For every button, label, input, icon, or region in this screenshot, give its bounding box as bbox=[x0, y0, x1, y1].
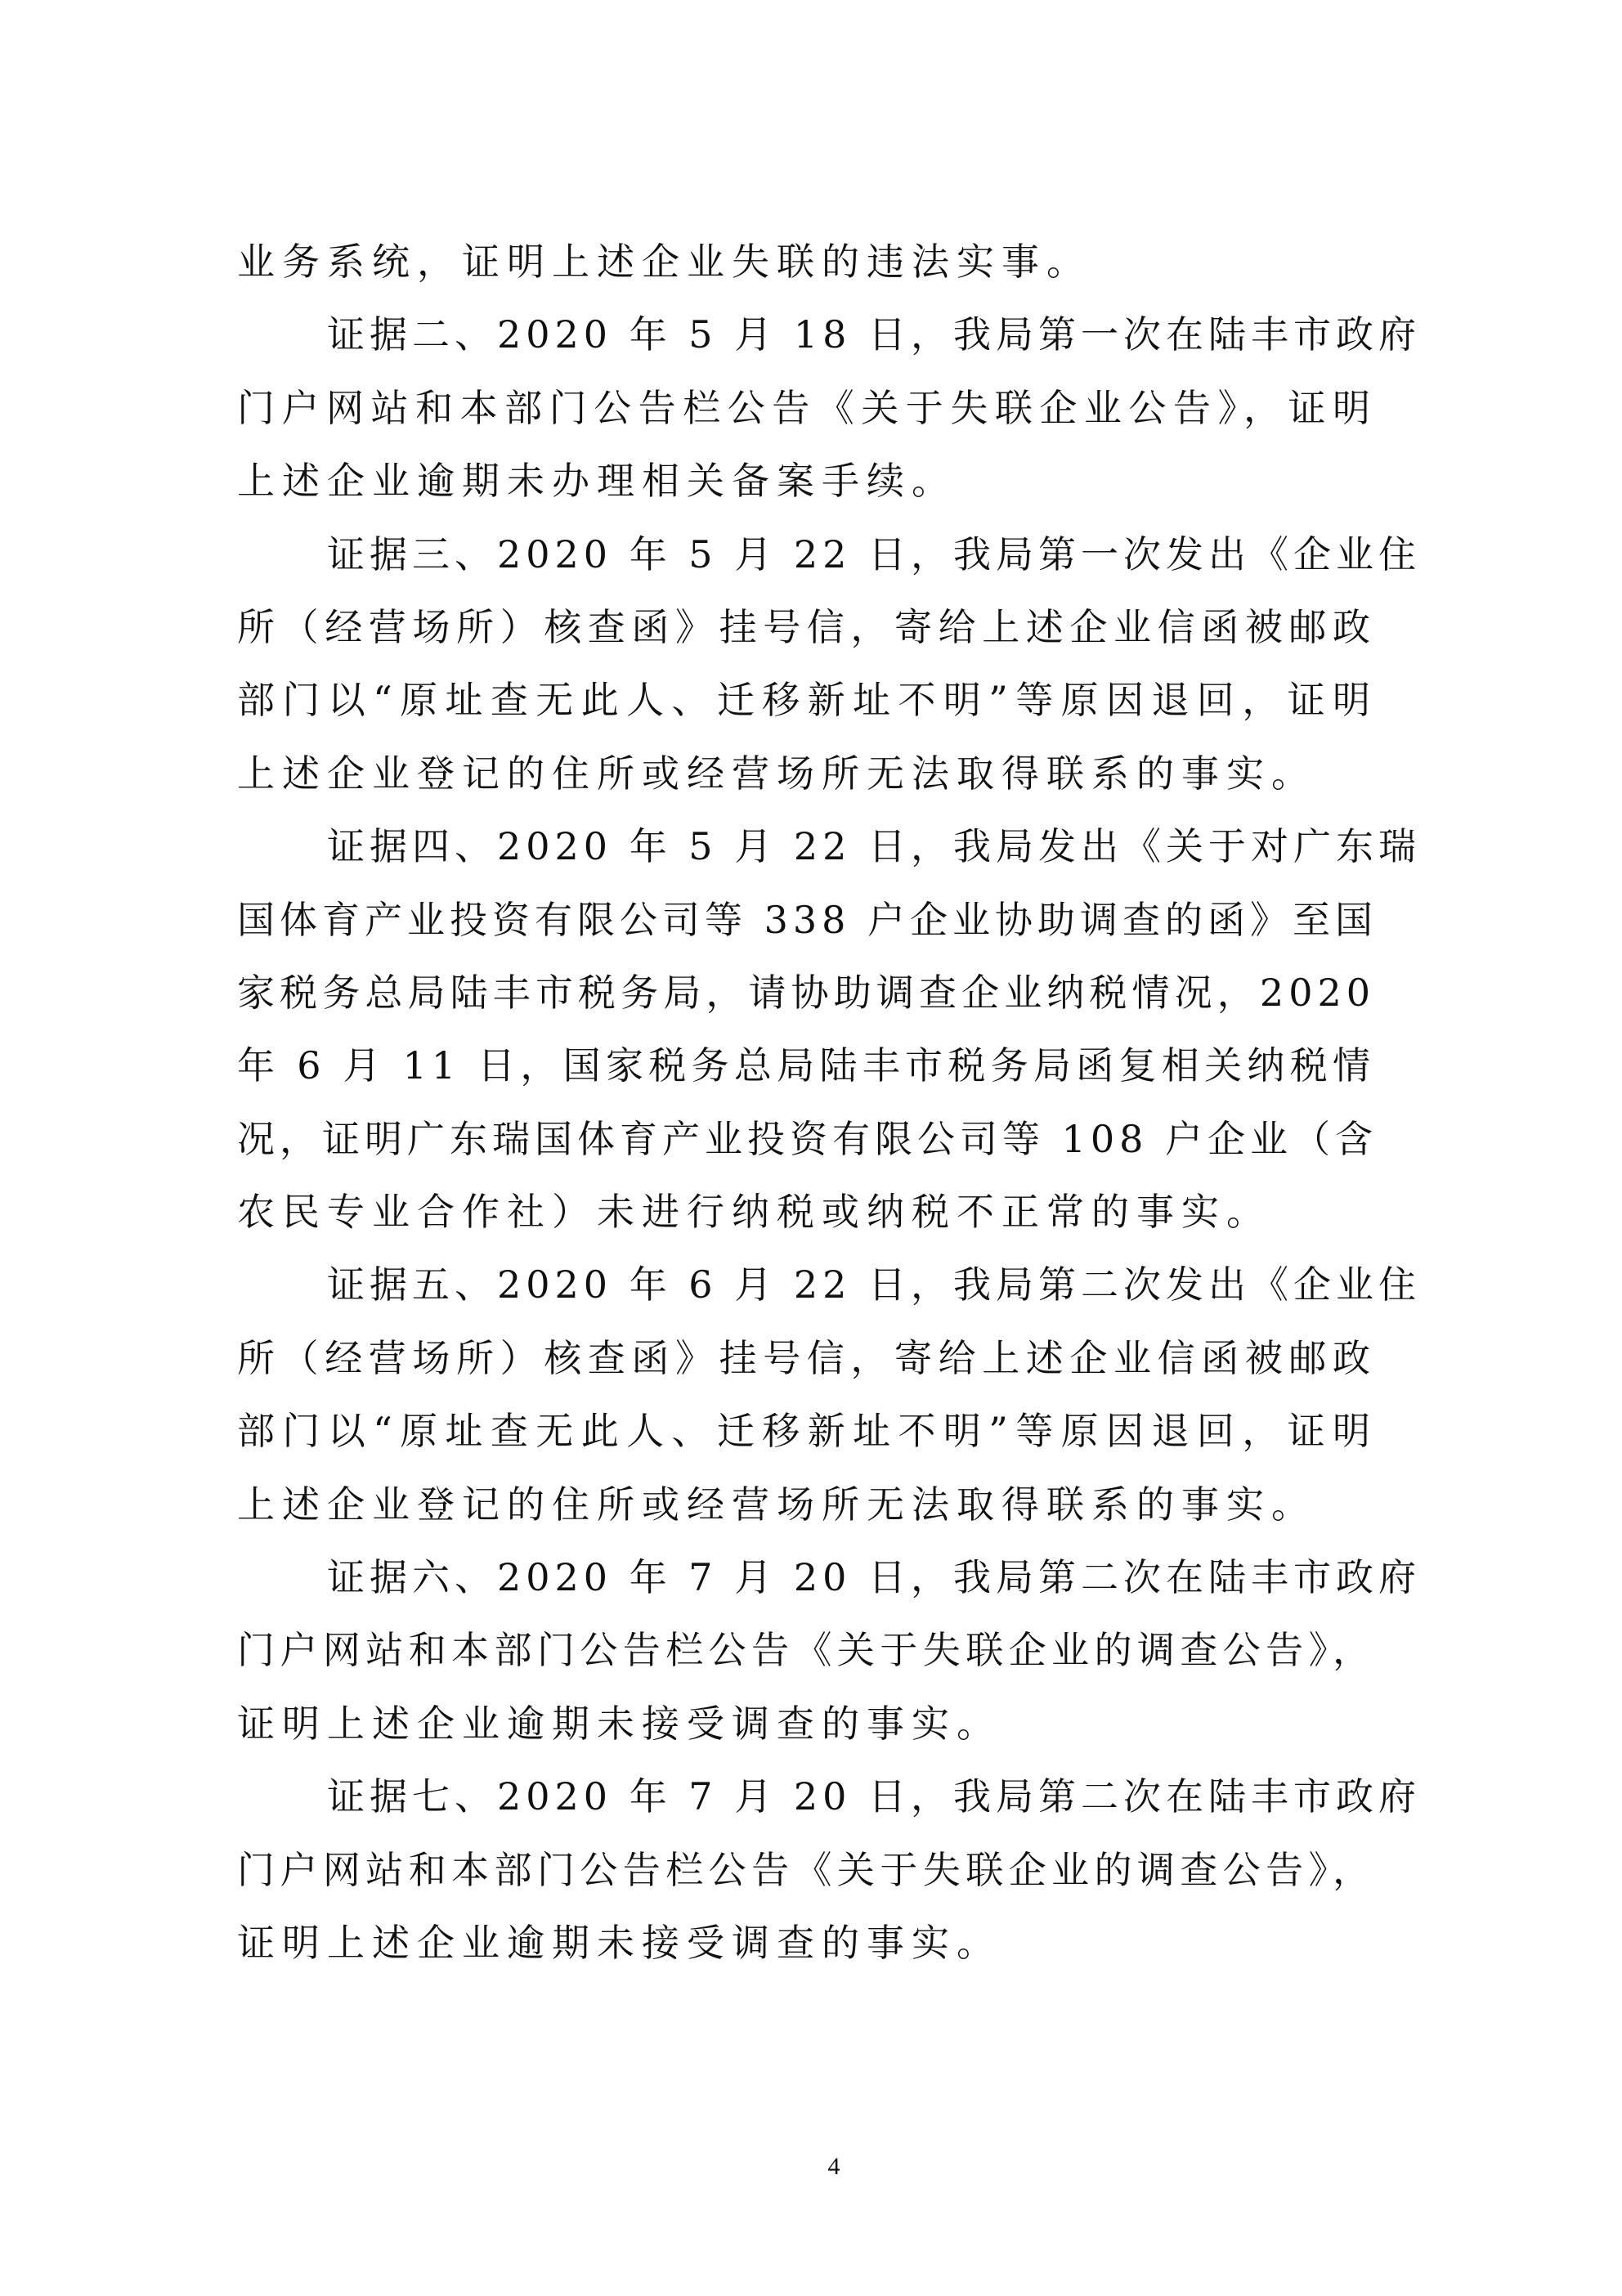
text-line: 国体育产业投资有限公司等 338 户企业协助调查的函》至国 bbox=[237, 897, 1378, 942]
text-line: 上述企业登记的住所或经营场所无法取得联系的事实。 bbox=[237, 1482, 1316, 1527]
evidence-6-heading-line: 证据六、2020 年 7 月 20 日，我局第二次在陆丰市政府 bbox=[327, 1555, 1421, 1600]
text-line: 年 6 月 11 日，国家税务总局陆丰市税务局函复相关纳税情 bbox=[237, 1043, 1375, 1088]
evidence-4-heading-line: 证据四、2020 年 5 月 22 日，我局发出《关于对广东瑞 bbox=[327, 824, 1421, 869]
text-line: 所（经营场所）核查函》挂号信，寄给上述企业信函被邮政 bbox=[237, 604, 1375, 649]
text-line: 证明上述企业逾期未接受调查的事实。 bbox=[237, 1701, 1001, 1746]
text-line: 上述企业逾期未办理相关备案手续。 bbox=[237, 459, 957, 504]
text-line: 况，证明广东瑞国体育产业投资有限公司等 108 户企业（含 bbox=[237, 1116, 1378, 1161]
text-line: 门户网站和本部门公告栏公告《关于失联企业的调查公告》， bbox=[237, 1847, 1375, 1892]
text-line: 上述企业登记的住所或经营场所无法取得联系的事实。 bbox=[237, 751, 1316, 796]
text-line: 部门以“原址查无此人、迁移新址不明”等原因退回，证明 bbox=[237, 678, 1375, 723]
text-line: 门户网站和本部门公告栏公告《关于失联企业的调查公告》， bbox=[237, 1628, 1375, 1673]
evidence-2-heading-line: 证据二、2020 年 5 月 18 日，我局第一次在陆丰市政府 bbox=[327, 312, 1421, 357]
evidence-7-heading-line: 证据七、2020 年 7 月 20 日，我局第二次在陆丰市政府 bbox=[327, 1774, 1421, 1819]
text-line: 门户网站和本部门公告栏公告《关于失联企业公告》，证明 bbox=[237, 385, 1375, 430]
text-line: 证明上述企业逾期未接受调查的事实。 bbox=[237, 1920, 1001, 1965]
document-body bbox=[237, 226, 1421, 1980]
text-line: 所（经营场所）核查函》挂号信，寄给上述企业信函被邮政 bbox=[237, 1335, 1375, 1380]
text-line: 业务系统，证明上述企业失联的违法实事。 bbox=[237, 240, 1091, 284]
evidence-5-heading-line: 证据五、2020 年 6 月 22 日，我局第二次发出《企业住 bbox=[327, 1262, 1421, 1307]
page-number: 4 bbox=[827, 2153, 840, 2180]
text-line: 家税务总局陆丰市税务局，请协助调查企业纳税情况，2020 bbox=[237, 970, 1375, 1015]
text-line: 部门以“原址查无此人、迁移新址不明”等原因退回，证明 bbox=[237, 1409, 1375, 1454]
evidence-3-heading-line: 证据三、2020 年 5 月 22 日，我局第一次发出《企业住 bbox=[327, 531, 1421, 576]
text-line: 农民专业合作社）未进行纳税或纳税不正常的事实。 bbox=[237, 1190, 1271, 1235]
